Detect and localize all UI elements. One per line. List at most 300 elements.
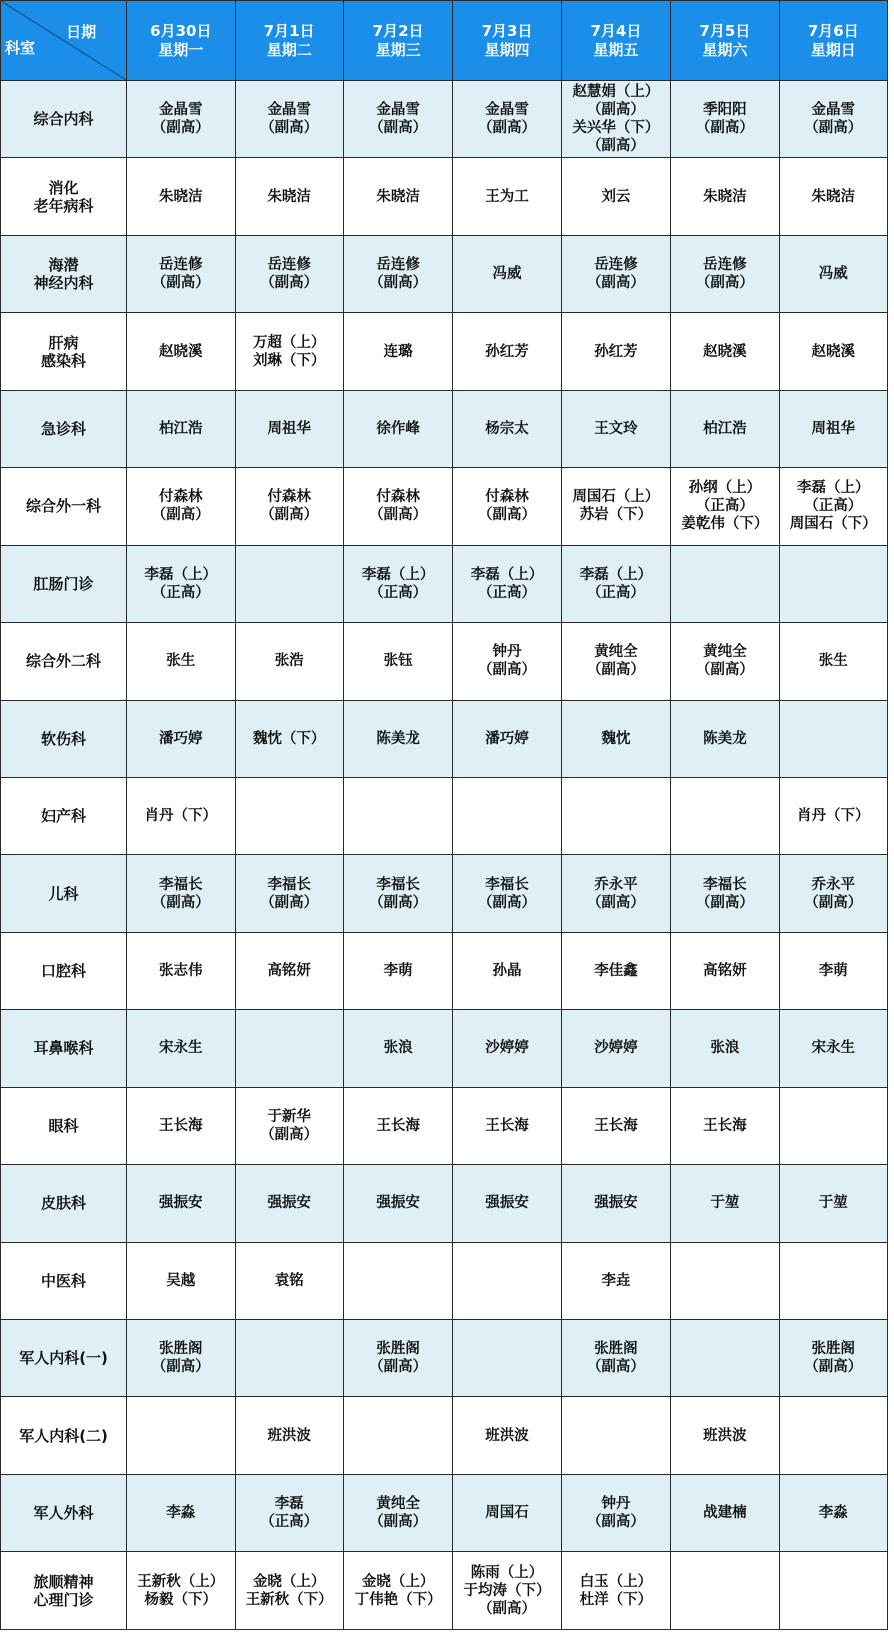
doctor-entry: 李佳鑫 xyxy=(594,963,638,980)
duty-cell xyxy=(343,1087,452,1164)
department-name: 神经内科 xyxy=(33,274,94,293)
day-weekday: 星期三 xyxy=(375,40,421,59)
department-name: 海潜 xyxy=(48,256,79,275)
department-name: 肝病 xyxy=(48,333,79,352)
day-weekday: 星期二 xyxy=(266,40,312,59)
duty-cell xyxy=(561,1165,670,1242)
doctor-entry: 丁伟艳（下） xyxy=(354,1591,442,1608)
department-cell xyxy=(1,1087,127,1164)
duty-cell xyxy=(779,777,887,854)
duty-cell xyxy=(561,1552,670,1630)
doctor-entry: （副高） xyxy=(804,894,863,911)
department-cell xyxy=(1,1320,127,1397)
duty-cell xyxy=(453,1552,561,1630)
day-date: 7月4日 xyxy=(590,21,642,40)
duty-cell xyxy=(343,855,452,932)
doctor-entry: 潘巧婷 xyxy=(159,730,203,747)
doctor-entry: （副高） xyxy=(804,120,863,137)
schedule-row xyxy=(1,1242,888,1319)
day-weekday: 星期一 xyxy=(158,40,204,59)
doctor-entry: 王长海 xyxy=(376,1117,420,1134)
duty-cell xyxy=(779,1165,887,1242)
doctor-entry: 岳连修 xyxy=(376,257,420,274)
doctor-entry: 朱晓洁 xyxy=(267,188,311,205)
doctor-entry: 刘云 xyxy=(601,188,631,205)
duty-cell xyxy=(779,855,887,932)
doctor-entry: 张胜阁 xyxy=(594,1341,638,1358)
doctor-entry: 沙婷婷 xyxy=(594,1040,638,1057)
doctor-entry: （正高） xyxy=(695,498,754,515)
duty-cell xyxy=(561,468,670,545)
doctor-entry: 李磊（上） xyxy=(470,566,544,583)
duty-cell xyxy=(561,1087,670,1164)
duty-cell xyxy=(671,1010,779,1087)
header-row xyxy=(1,1,888,81)
duty-cell xyxy=(127,158,235,235)
doctor-entry: 黄纯全 xyxy=(594,644,638,661)
duty-cell xyxy=(343,777,452,854)
duty-cell xyxy=(343,623,452,700)
doctor-entry: 陈美龙 xyxy=(703,730,747,747)
duty-cell xyxy=(235,313,343,390)
doctor-entry: （副高） xyxy=(151,120,210,137)
doctor-entry: 金晓（上） xyxy=(361,1573,435,1590)
duty-cell xyxy=(453,1010,561,1087)
schedule-row xyxy=(1,1320,888,1397)
duty-cell xyxy=(235,158,343,235)
doctor-entry: 于堃 xyxy=(710,1195,740,1212)
doctor-entry: （副高） xyxy=(369,1359,428,1376)
department-name: 妇产科 xyxy=(41,807,87,826)
duty-cell xyxy=(671,623,779,700)
doctor-entry: 张胜阁 xyxy=(376,1341,420,1358)
duty-cell xyxy=(671,855,779,932)
schedule-row xyxy=(1,855,888,932)
duty-cell xyxy=(343,1397,452,1474)
doctor-entry: 吴越 xyxy=(166,1272,196,1289)
doctor-entry: 刘琳（下） xyxy=(252,352,326,369)
duty-cell xyxy=(779,158,887,235)
doctor-entry: 肖丹（下） xyxy=(144,808,218,825)
doctor-entry: 朱晓洁 xyxy=(811,188,856,205)
department-name: 老年病科 xyxy=(33,196,94,215)
department-name: 中医科 xyxy=(41,1271,87,1290)
doctor-entry: 肖丹（下） xyxy=(797,808,870,825)
doctor-entry: （副高） xyxy=(586,1359,645,1376)
duty-cell xyxy=(671,700,779,777)
duty-cell xyxy=(127,1010,235,1087)
doctor-entry: 付森林 xyxy=(267,489,311,506)
duty-cell xyxy=(561,158,670,235)
department-cell xyxy=(1,158,127,235)
duty-cell xyxy=(127,700,235,777)
doctor-entry: 李福长 xyxy=(703,876,747,893)
corner-header-cell xyxy=(1,1,127,81)
department-cell xyxy=(1,390,127,467)
doctor-entry: 陈美龙 xyxy=(376,730,420,747)
doctor-entry: 岳连修 xyxy=(267,257,311,274)
duty-cell xyxy=(343,1320,452,1397)
doctor-entry: （副高） xyxy=(260,1126,319,1143)
doctor-entry: （副高） xyxy=(478,507,537,524)
duty-cell xyxy=(671,777,779,854)
doctor-entry: 金晶雪 xyxy=(811,102,856,119)
day-header-cell xyxy=(561,1,670,81)
doctor-entry: 黄纯全 xyxy=(376,1496,420,1513)
doctor-entry: （副高） xyxy=(260,507,319,524)
department-name: 口腔科 xyxy=(41,962,87,981)
doctor-entry: 潘巧婷 xyxy=(485,730,529,747)
department-cell xyxy=(1,468,127,545)
doctor-entry: 王长海 xyxy=(159,1117,203,1134)
doctor-entry: 付森林 xyxy=(376,489,420,506)
duty-cell xyxy=(127,1087,235,1164)
duty-cell xyxy=(779,1474,887,1551)
duty-cell xyxy=(779,390,887,467)
duty-cell xyxy=(235,932,343,1009)
duty-cell xyxy=(561,545,670,622)
doctor-entry: 李垚 xyxy=(601,1272,631,1289)
day-weekday: 星期五 xyxy=(593,40,639,59)
doctor-entry: 赵晓溪 xyxy=(811,343,856,360)
date-axis-label: 日期 xyxy=(66,23,97,41)
department-cell xyxy=(1,1010,127,1087)
doctor-entry: 张生 xyxy=(818,653,848,670)
duty-cell xyxy=(561,313,670,390)
duty-cell xyxy=(779,81,887,158)
doctor-entry: （副高） xyxy=(586,102,645,119)
duty-cell xyxy=(561,855,670,932)
doctor-entry: 岳连修 xyxy=(159,257,203,274)
duty-cell xyxy=(235,855,343,932)
department-name: 皮肤科 xyxy=(41,1194,87,1213)
day-weekday: 星期六 xyxy=(702,40,748,59)
department-cell xyxy=(1,1165,127,1242)
duty-cell xyxy=(235,777,343,854)
doctor-entry: 金晶雪 xyxy=(485,102,529,119)
doctor-entry: 周国石 xyxy=(485,1505,529,1522)
doctor-entry: 王长海 xyxy=(703,1117,747,1134)
doctor-entry: 赵晓溪 xyxy=(703,343,747,360)
department-cell xyxy=(1,545,127,622)
duty-cell xyxy=(671,1087,779,1164)
doctor-entry: （副高） xyxy=(260,120,319,137)
duty-cell xyxy=(343,1165,452,1242)
doctor-entry: 张生 xyxy=(166,653,196,670)
department-cell xyxy=(1,777,127,854)
duty-cell xyxy=(779,235,887,312)
duty-cell xyxy=(343,390,452,467)
doctor-entry: （副高） xyxy=(586,662,645,679)
duty-cell xyxy=(127,545,235,622)
department-cell xyxy=(1,235,127,312)
doctor-entry: 李淼 xyxy=(166,1505,196,1522)
doctor-entry: （副高） xyxy=(478,894,537,911)
day-header-cell xyxy=(671,1,779,81)
duty-cell xyxy=(453,235,561,312)
schedule-row xyxy=(1,700,888,777)
doctor-entry: （副高） xyxy=(151,894,210,911)
duty-cell xyxy=(779,545,887,622)
department-name: 军人内科(一) xyxy=(19,1349,108,1368)
duty-cell xyxy=(343,1552,452,1630)
doctor-entry: 冯威 xyxy=(818,266,848,283)
doctor-entry: 金晓（上） xyxy=(252,1573,326,1590)
duty-cell xyxy=(343,1474,452,1551)
doctor-entry: 杨毅（下） xyxy=(144,1591,218,1608)
doctor-entry: （副高） xyxy=(369,1514,428,1531)
duty-cell xyxy=(235,1474,343,1551)
duty-cell xyxy=(453,1397,561,1474)
doctor-entry: （副高） xyxy=(695,275,754,292)
duty-cell xyxy=(561,932,670,1009)
department-name: 眼科 xyxy=(48,1116,79,1135)
doctor-entry: （正高） xyxy=(369,584,428,601)
doctor-entry: （副高） xyxy=(151,507,210,524)
duty-cell xyxy=(561,623,670,700)
doctor-entry: 强振安 xyxy=(594,1195,638,1212)
doctor-entry: （副高） xyxy=(478,120,537,137)
schedule-row xyxy=(1,1010,888,1087)
duty-cell xyxy=(671,1165,779,1242)
doctor-entry: 钟丹 xyxy=(601,1496,631,1513)
doctor-entry: 李福长 xyxy=(485,876,529,893)
duty-cell xyxy=(671,313,779,390)
doctor-entry: 黄纯全 xyxy=(703,644,747,661)
department-name: 军人内科(二) xyxy=(19,1426,108,1445)
duty-cell xyxy=(453,468,561,545)
duty-cell xyxy=(453,1474,561,1551)
department-cell xyxy=(1,1397,127,1474)
department-name: 消化 xyxy=(48,178,79,197)
doctor-entry: 李萌 xyxy=(818,963,848,980)
day-date: 7月5日 xyxy=(699,21,751,40)
day-header-cell xyxy=(343,1,452,81)
duty-cell xyxy=(235,545,343,622)
doctor-entry: 柏江浩 xyxy=(703,420,747,437)
duty-cell xyxy=(561,1010,670,1087)
doctor-entry: 王新秋（上） xyxy=(137,1573,225,1590)
duty-cell xyxy=(453,1165,561,1242)
duty-cell xyxy=(671,390,779,467)
doctor-entry: 朱晓洁 xyxy=(703,188,747,205)
doctor-entry: （副高） xyxy=(695,120,754,137)
schedule-body xyxy=(1,81,888,1630)
doctor-entry: 班洪波 xyxy=(485,1427,529,1444)
duty-cell xyxy=(561,1320,670,1397)
doctor-entry: 张胜阁 xyxy=(159,1341,203,1358)
doctor-entry: 苏岩（下） xyxy=(579,507,653,524)
duty-cell xyxy=(453,700,561,777)
doctor-entry: 周祖华 xyxy=(267,420,311,437)
day-header-cell xyxy=(779,1,887,81)
duty-cell xyxy=(671,545,779,622)
doctor-entry: 李磊 xyxy=(274,1496,304,1513)
duty-cell xyxy=(453,932,561,1009)
doctor-entry: 李淼 xyxy=(818,1505,848,1522)
doctor-entry: 张胜阁 xyxy=(811,1341,856,1358)
department-cell xyxy=(1,1474,127,1551)
schedule-row xyxy=(1,932,888,1009)
department-name: 急诊科 xyxy=(41,419,87,438)
duty-cell xyxy=(561,81,670,158)
doctor-entry: （副高） xyxy=(260,275,319,292)
doctor-entry: 高铭妍 xyxy=(267,963,311,980)
doctor-entry: 岳连修 xyxy=(594,257,638,274)
department-name: 综合内科 xyxy=(33,110,94,129)
doctor-entry: 班洪波 xyxy=(267,1427,311,1444)
department-name: 军人外科 xyxy=(33,1504,94,1523)
duty-cell xyxy=(343,1010,452,1087)
doctor-entry: 乔永平 xyxy=(594,876,638,893)
duty-cell xyxy=(235,700,343,777)
doctor-entry: 孙红芳 xyxy=(485,343,529,360)
department-name: 旅顺精神 xyxy=(33,1572,94,1591)
duty-cell xyxy=(671,1242,779,1319)
doctor-entry: 李磊（上） xyxy=(579,566,653,583)
doctor-entry: 张浩 xyxy=(274,653,304,670)
doctor-entry: 高铭妍 xyxy=(703,963,747,980)
doctor-entry: 陈雨（上） xyxy=(470,1564,544,1581)
doctor-entry: 杜洋（下） xyxy=(579,1591,653,1608)
duty-cell xyxy=(235,1552,343,1630)
duty-cell xyxy=(671,1552,779,1630)
duty-cell xyxy=(127,932,235,1009)
duty-cell xyxy=(779,1397,887,1474)
doctor-entry: 强振安 xyxy=(376,1195,420,1212)
day-header-cell xyxy=(453,1,561,81)
duty-cell xyxy=(343,932,452,1009)
schedule-row xyxy=(1,158,888,235)
doctor-entry: （正高） xyxy=(151,584,210,601)
duty-cell xyxy=(779,623,887,700)
doctor-entry: （副高） xyxy=(586,275,645,292)
doctor-entry: 张浪 xyxy=(383,1040,413,1057)
doctor-entry: 乔永平 xyxy=(811,876,856,893)
duty-cell xyxy=(127,1320,235,1397)
doctor-entry: 孙晶 xyxy=(492,963,522,980)
doctor-entry: 班洪波 xyxy=(703,1427,747,1444)
doctor-entry: 柏江浩 xyxy=(159,420,203,437)
department-name: 儿科 xyxy=(48,884,79,903)
doctor-entry: 朱晓洁 xyxy=(159,188,203,205)
doctor-entry: 周国石（下） xyxy=(789,516,877,533)
doctor-entry: 金晶雪 xyxy=(267,102,311,119)
duty-cell xyxy=(779,1087,887,1164)
department-cell xyxy=(1,1242,127,1319)
duty-cell xyxy=(779,1010,887,1087)
doctor-entry: 李福长 xyxy=(267,876,311,893)
doctor-entry: 连璐 xyxy=(383,343,413,360)
schedule-row xyxy=(1,1474,888,1551)
doctor-entry: （副高） xyxy=(369,894,428,911)
duty-cell xyxy=(779,700,887,777)
doctor-entry: 白玉（上） xyxy=(579,1573,653,1590)
doctor-entry: 金晶雪 xyxy=(159,102,203,119)
doctor-entry: 周国石（上） xyxy=(572,489,660,506)
doctor-entry: （副高） xyxy=(586,1514,645,1531)
duty-cell xyxy=(235,1320,343,1397)
doctor-entry: 魏忱 xyxy=(601,730,631,747)
doctor-entry: 孙纲（上） xyxy=(688,480,762,497)
day-header-cell xyxy=(127,1,235,81)
duty-cell xyxy=(127,1397,235,1474)
doctor-entry: （副高） xyxy=(260,894,319,911)
doctor-entry: （副高） xyxy=(586,894,645,911)
duty-cell xyxy=(127,468,235,545)
doctor-entry: 钟丹 xyxy=(492,644,522,661)
doctor-entry: 杨宗太 xyxy=(485,420,529,437)
doctor-entry: 张志伟 xyxy=(159,963,203,980)
dept-axis-label: 科室 xyxy=(5,39,36,57)
doctor-entry: （正高） xyxy=(478,584,537,601)
schedule-row xyxy=(1,468,888,545)
duty-cell xyxy=(235,1010,343,1087)
doctor-entry: 袁铭 xyxy=(274,1272,304,1289)
duty-cell xyxy=(671,1474,779,1551)
schedule-row xyxy=(1,81,888,158)
department-cell xyxy=(1,81,127,158)
duty-cell xyxy=(561,700,670,777)
duty-cell xyxy=(343,1242,452,1319)
duty-cell xyxy=(453,1242,561,1319)
duty-cell xyxy=(127,777,235,854)
duty-cell xyxy=(779,1552,887,1630)
duty-cell xyxy=(127,313,235,390)
doctor-entry: 徐作峰 xyxy=(376,420,420,437)
department-name: 耳鼻喉科 xyxy=(33,1039,94,1058)
duty-cell xyxy=(561,777,670,854)
duty-cell xyxy=(453,545,561,622)
schedule-row xyxy=(1,1087,888,1164)
duty-cell xyxy=(343,158,452,235)
department-name: 综合外二科 xyxy=(26,652,102,671)
department-name: 感染科 xyxy=(41,351,87,370)
duty-cell xyxy=(453,777,561,854)
doctor-entry: 李福长 xyxy=(376,876,420,893)
duty-cell xyxy=(561,1474,670,1551)
doctor-entry: 赵晓溪 xyxy=(159,343,203,360)
doctor-entry: （副高） xyxy=(151,1359,210,1376)
day-header-cell xyxy=(235,1,343,81)
duty-cell xyxy=(343,468,452,545)
doctor-entry: （副高） xyxy=(586,138,645,155)
doctor-entry: 于堃 xyxy=(818,1195,848,1212)
duty-cell xyxy=(235,1165,343,1242)
duty-cell xyxy=(561,1397,670,1474)
duty-cell xyxy=(343,313,452,390)
duty-cell xyxy=(453,81,561,158)
schedule-row xyxy=(1,545,888,622)
duty-cell xyxy=(127,623,235,700)
doctor-entry: （副高） xyxy=(369,507,428,524)
department-cell xyxy=(1,623,127,700)
doctor-entry: 岳连修 xyxy=(703,257,747,274)
duty-cell xyxy=(453,313,561,390)
duty-cell xyxy=(453,158,561,235)
doctor-entry: （副高） xyxy=(695,894,754,911)
duty-cell xyxy=(235,623,343,700)
duty-cell xyxy=(779,1242,887,1319)
doctor-entry: 赵慧娟（上） xyxy=(572,84,660,101)
department-cell xyxy=(1,855,127,932)
schedule-row xyxy=(1,1165,888,1242)
department-name: 综合外一科 xyxy=(26,497,102,516)
duty-cell xyxy=(127,1242,235,1319)
duty-cell xyxy=(561,1242,670,1319)
doctor-entry: 李磊（上） xyxy=(144,566,218,583)
day-weekday: 星期四 xyxy=(484,40,530,59)
